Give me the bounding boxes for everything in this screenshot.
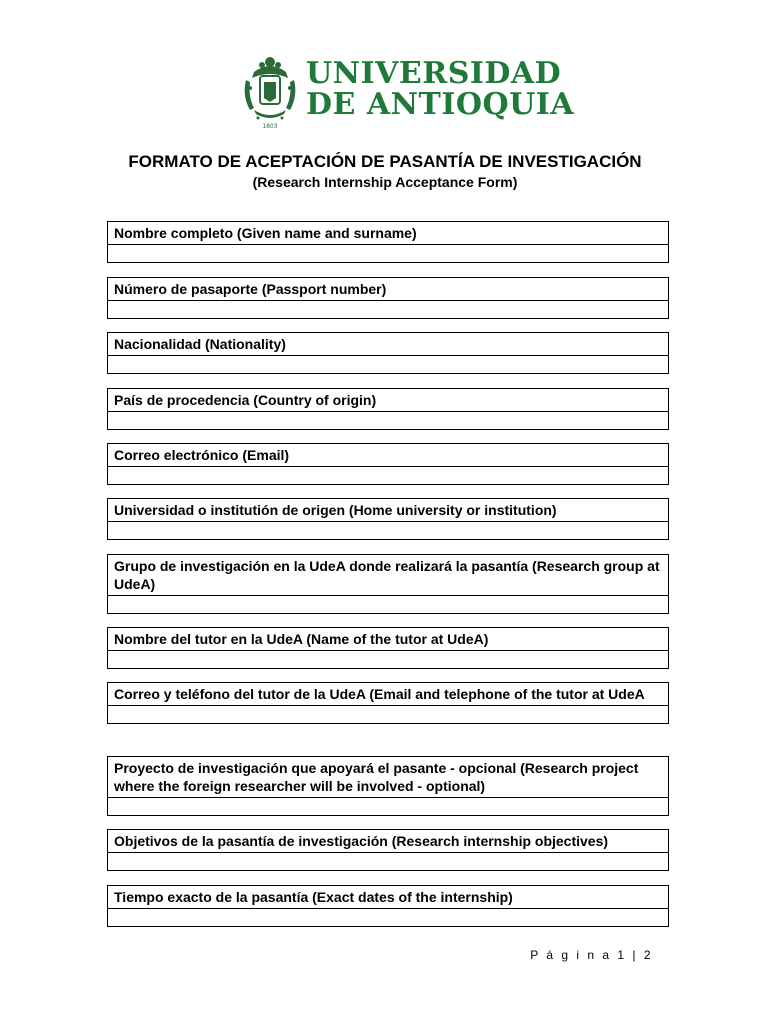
- field-value-cell[interactable]: [108, 245, 668, 262]
- field-value-cell[interactable]: [108, 467, 668, 484]
- form-field: [107, 332, 669, 374]
- field-label: Nacionalidad (Nationality): [108, 333, 668, 356]
- field-label: Proyecto de investigación que apoyará el pasante - opcional (Research project where the foreign researcher will be involved - optional): [108, 757, 668, 798]
- form-field: [107, 554, 669, 614]
- form-field: [107, 277, 669, 319]
- field-value-cell[interactable]: [108, 356, 668, 373]
- institution-name-line1: UNIVERSIDAD: [306, 56, 562, 91]
- university-logo: [240, 52, 575, 132]
- field-label: Correo y teléfono del tutor de la UdeA (Email and telephone of the tutor at UdeA: [108, 683, 668, 706]
- page-indicator: P á g i n a 1 | 2: [530, 948, 653, 962]
- university-seal-icon: [240, 52, 300, 130]
- form-title: FORMATO DE ACEPTACIÓN DE PASANTÍA DE INVESTIGACIÓN: [128, 152, 642, 171]
- field-label: Correo electrónico (Email): [108, 444, 668, 467]
- form-field: [107, 682, 669, 724]
- form-field: [107, 627, 669, 669]
- field-label: Universidad o institutión de origen (Home university or institution): [108, 499, 668, 522]
- field-label: País de procedencia (Country of origin): [108, 389, 668, 412]
- form-field: [107, 885, 669, 927]
- field-label: Número de pasaporte (Passport number): [108, 278, 668, 301]
- institution-name: [306, 58, 574, 120]
- seal-year: 1803: [262, 123, 278, 130]
- field-label: Nombre completo (Given name and surname): [108, 222, 668, 245]
- field-label: Objetivos de la pasantía de investigación (Research internship objectives): [108, 830, 668, 853]
- form-field: [107, 756, 669, 816]
- field-value-cell[interactable]: [108, 522, 668, 539]
- form-field: [107, 443, 669, 485]
- field-value-cell[interactable]: [108, 853, 668, 870]
- field-value-cell[interactable]: [108, 651, 668, 668]
- field-value-cell[interactable]: [108, 596, 668, 613]
- field-value-cell[interactable]: [108, 909, 668, 926]
- field-label: Tiempo exacto de la pasantía (Exact dates of the internship): [108, 886, 668, 909]
- field-label: Grupo de investigación en la UdeA donde realizará la pasantía (Research group at UdeA): [108, 555, 668, 596]
- field-value-cell[interactable]: [108, 412, 668, 429]
- form-subtitle: (Research Internship Acceptance Form): [252, 174, 518, 190]
- form-field: [107, 829, 669, 871]
- field-value-cell[interactable]: [108, 301, 668, 318]
- form-field: [107, 221, 669, 263]
- field-value-cell[interactable]: [108, 706, 668, 723]
- field-value-cell[interactable]: [108, 798, 668, 815]
- institution-name-line2: DE ANTIOQUIA: [306, 87, 575, 122]
- form-field: [107, 388, 669, 430]
- field-label: Nombre del tutor en la UdeA (Name of the tutor at UdeA): [108, 628, 668, 651]
- form-field: [107, 498, 669, 540]
